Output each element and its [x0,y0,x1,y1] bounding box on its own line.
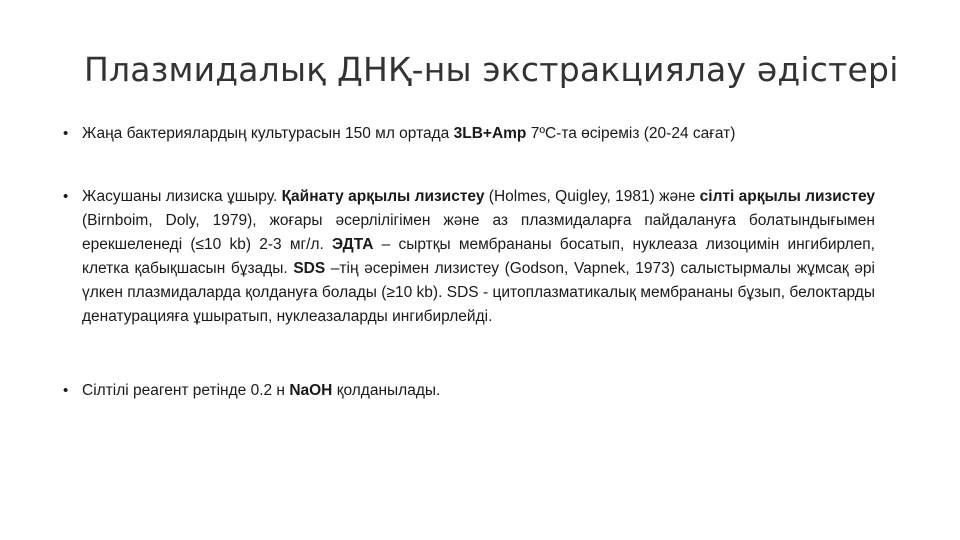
bold-term: SDS [293,260,326,277]
text: қолданылады. [332,382,441,399]
text: (Holmes, Quigley, 1981) және [484,188,700,205]
bold-term: Қайнату арқылы лизистеу [281,188,485,205]
text: Жасушаны лизиска ұшыру. [82,188,282,205]
bold-term: NaOH [289,382,333,399]
bullet-lysis [60,185,875,329]
bold-term: сілті арқылы лизистеу [699,188,876,205]
text: Жаңа бактериялардың культурасын 150 мл ортада [82,125,454,142]
text: – сыртқы мембрананы босатып, нуклеаза лизоцимін ингибирлеп, клетка қабықшасын бұзады. [82,236,875,277]
text: Сілтілі реагент ретінде 0.2 н [82,382,290,399]
bold-term: 3LB+Amp [453,125,527,142]
text: –тің әсерімен лизистеу (Godson, Vapnek, 1973) салыстырмалы жұмсақ әрі үлкен плазмидаларда қолдануға болады (≥10 kb). SDS - цитоплазматикалық мембрананы бұзып, белоктарды денатурацияға ұшыратып, нуклеазаларды ингибирлейді. [82,260,875,325]
bullet-reagent [60,379,875,403]
text: 7ºC-та өсіреміз (20-24 сағат) [526,125,736,142]
bullet-culture [60,122,875,146]
text: (Birnboim, Doly, 1979), жоғары әсерлілігімен және аз плазмидаларға пайдалануға болатындығымен ерекшеленеді (≤10 kb) 2-3 мг/л. [82,212,875,253]
bold-term: ЭДТА [332,236,374,253]
slide-title: Плазмидалық ДНҚ-ны экстракциялау әдістері [84,50,899,89]
bullet-list [60,122,875,403]
